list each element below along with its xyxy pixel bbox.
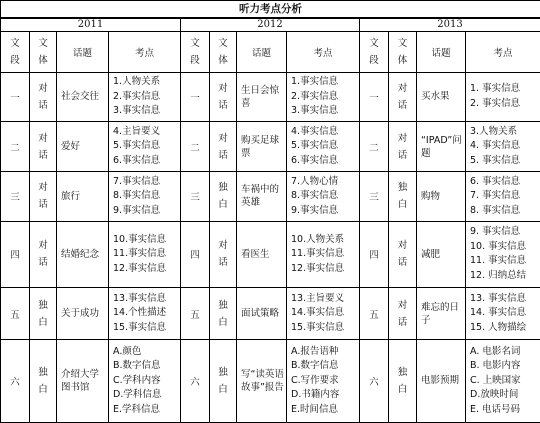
section-cell: 二 — [360, 122, 389, 172]
point-item: 15. 人物描绘 — [470, 321, 527, 333]
points-cell — [466, 172, 540, 222]
point-item: 3.事实信息 — [113, 105, 161, 117]
point-item: E.时间信息 — [291, 403, 339, 415]
points-cell — [466, 288, 540, 340]
table-row — [1, 288, 540, 340]
header-topic: 话题 — [237, 32, 287, 72]
genre-cell: 对 话 — [210, 122, 237, 172]
topic-cell: 车祸中的英雄 — [237, 172, 287, 222]
point-item: 6.事实信息 — [113, 154, 161, 166]
header-section: 文 段 — [181, 32, 210, 72]
point-item: 10.事实信息 — [113, 233, 167, 245]
header-points: 考点 — [109, 32, 181, 72]
header-points: 考点 — [466, 32, 540, 72]
section-cell: 六 — [181, 339, 210, 422]
header-topic: 话题 — [417, 32, 466, 72]
point-item: 9. 事实信息 — [470, 226, 521, 238]
point-item: 4.主旨要义 — [113, 125, 161, 137]
genre-cell: 对 话 — [30, 221, 57, 287]
genre-cell: 对 话 — [389, 288, 417, 340]
point-item: 9.事实信息 — [113, 204, 161, 216]
points-cell — [287, 339, 360, 422]
point-item: 2. 事实信息 — [470, 97, 521, 109]
point-item: D.书籍内容 — [291, 389, 340, 401]
point-item: 9.事实信息 — [291, 204, 339, 216]
point-item: 11.事实信息 — [113, 248, 167, 260]
points-cell — [287, 72, 360, 122]
topic-cell: 买水果 — [417, 72, 466, 122]
point-item: C.学科内容 — [113, 374, 161, 386]
section-cell: 一 — [360, 72, 389, 122]
point-item: 1. 事实信息 — [470, 83, 521, 95]
points-cell — [109, 172, 181, 222]
section-cell: 三 — [181, 172, 210, 222]
point-item: 5. 事实信息 — [470, 154, 521, 166]
table-row — [1, 72, 540, 122]
title-row — [1, 1, 540, 18]
point-item: 6. 事实信息 — [470, 175, 521, 187]
point-item: 14.个性描述 — [113, 307, 167, 319]
point-item: 12.事实信息 — [113, 262, 167, 274]
point-item: 3.人物关系 — [470, 125, 518, 137]
point-item: B.数字信息 — [291, 360, 339, 372]
header-points: 考点 — [287, 32, 360, 72]
points-cell — [466, 122, 540, 172]
point-item: 8.事实信息 — [113, 190, 161, 202]
year-2013: 2013 — [360, 18, 540, 32]
points-cell — [466, 221, 540, 287]
point-item: 2.事实信息 — [113, 90, 161, 102]
point-item: B. 电影内容 — [470, 360, 521, 372]
topic-cell: 电影预期 — [417, 339, 466, 422]
point-item: 13.事实信息 — [113, 292, 167, 304]
genre-cell: 对 话 — [30, 72, 57, 122]
section-cell: 五 — [1, 288, 30, 340]
points-cell — [109, 122, 181, 172]
genre-cell: 对 话 — [389, 221, 417, 287]
column-header-row — [1, 32, 540, 72]
section-cell: 六 — [360, 339, 389, 422]
point-item: 11.事实信息 — [291, 248, 345, 260]
topic-cell: 看医生 — [237, 221, 287, 287]
topic-cell: 减肥 — [417, 221, 466, 287]
point-item: 7.事实信息 — [113, 175, 161, 187]
points-cell — [466, 72, 540, 122]
points-cell — [287, 172, 360, 222]
point-item: 7.人物心情 — [291, 175, 339, 187]
section-cell: 五 — [181, 288, 210, 340]
header-genre: 文 体 — [30, 32, 57, 72]
point-item: 15.事实信息 — [291, 321, 345, 333]
point-item: 10.人物关系 — [291, 233, 345, 245]
topic-cell: 爱好 — [57, 122, 109, 172]
point-item: 8.事实信息 — [291, 190, 339, 202]
point-item: 7. 事实信息 — [470, 190, 521, 202]
section-cell: 四 — [1, 221, 30, 287]
point-item: 14. 事实信息 — [470, 307, 527, 319]
table-row — [1, 172, 540, 222]
points-cell — [109, 288, 181, 340]
point-item: 12. 归纳总结 — [470, 269, 527, 281]
topic-cell: 社会交往 — [57, 72, 109, 122]
point-item: A.报告语种 — [291, 345, 339, 357]
points-cell — [109, 72, 181, 122]
section-cell: 三 — [1, 172, 30, 222]
point-item: 4.事实信息 — [291, 125, 339, 137]
genre-cell: 对 话 — [389, 122, 417, 172]
topic-cell: 难忘的日子 — [417, 288, 466, 340]
point-item: C.写作要求 — [291, 374, 339, 386]
point-item: D.放映时间 — [470, 389, 519, 401]
points-cell — [287, 221, 360, 287]
point-item: C. 上映国家 — [470, 374, 521, 386]
section-cell: 四 — [181, 221, 210, 287]
table-row — [1, 339, 540, 422]
points-cell — [287, 122, 360, 172]
point-item: 10. 事实信息 — [470, 240, 527, 252]
points-cell — [466, 339, 540, 422]
year-2012: 2012 — [181, 18, 360, 32]
topic-cell: 关于成功 — [57, 288, 109, 340]
point-item: A. 电影名词 — [470, 345, 521, 357]
genre-cell: 独 白 — [389, 172, 417, 222]
point-item: E.学科信息 — [113, 403, 161, 415]
table-row — [1, 122, 540, 172]
genre-cell: 对 话 — [30, 172, 57, 222]
section-cell: 五 — [360, 288, 389, 340]
section-cell: 六 — [1, 339, 30, 422]
year-row — [1, 18, 540, 32]
point-item: 14.事实信息 — [291, 307, 345, 319]
header-section: 文 段 — [1, 32, 30, 72]
topic-cell: 购买足球票 — [237, 122, 287, 172]
point-item: D.学科信息 — [113, 389, 162, 401]
point-item: 8. 事实信息 — [470, 204, 521, 216]
topic-cell: “IPAD”问题 — [417, 122, 466, 172]
genre-cell: 独 白 — [210, 172, 237, 222]
point-item: 4. 事实信息 — [470, 140, 521, 152]
topic-cell: 介绍大学图书馆 — [57, 339, 109, 422]
genre-cell: 独 白 — [210, 339, 237, 422]
point-item: E. 电话号码 — [470, 403, 521, 415]
topic-cell: 面试策略 — [237, 288, 287, 340]
header-section: 文 段 — [360, 32, 389, 72]
point-item: 12.事实信息 — [291, 262, 345, 274]
point-item: 13. 事实信息 — [470, 292, 527, 304]
genre-cell: 独 白 — [210, 288, 237, 340]
genre-cell: 独 白 — [30, 288, 57, 340]
year-2011: 2011 — [1, 18, 181, 32]
point-item: 5.事实信息 — [291, 140, 339, 152]
topic-cell: 旅行 — [57, 172, 109, 222]
topic-cell: 结婚纪念 — [57, 221, 109, 287]
points-cell — [287, 288, 360, 340]
table-row — [1, 221, 540, 287]
genre-cell: 独 白 — [30, 339, 57, 422]
points-cell — [109, 339, 181, 422]
section-cell: 三 — [360, 172, 389, 222]
section-cell: 二 — [181, 122, 210, 172]
point-item: B.数字信息 — [113, 360, 161, 372]
section-cell: 一 — [1, 72, 30, 122]
section-cell: 一 — [181, 72, 210, 122]
genre-cell: 独 白 — [389, 339, 417, 422]
point-item: 6.事实信息 — [291, 154, 339, 166]
point-item: 1.事实信息 — [291, 76, 339, 88]
point-item: 11. 事实信息 — [470, 255, 527, 267]
genre-cell: 对 话 — [30, 122, 57, 172]
points-cell — [109, 221, 181, 287]
section-cell: 二 — [1, 122, 30, 172]
header-genre: 文 体 — [210, 32, 237, 72]
point-item: 15.事实信息 — [113, 321, 167, 333]
topic-cell: 购物 — [417, 172, 466, 222]
header-genre: 文 体 — [389, 32, 417, 72]
topic-cell: 生日会惊喜 — [237, 72, 287, 122]
point-item: 13.主旨要义 — [291, 292, 345, 304]
section-cell: 四 — [360, 221, 389, 287]
header-topic: 话题 — [57, 32, 109, 72]
point-item: 1.人物关系 — [113, 76, 161, 88]
genre-cell: 对 话 — [389, 72, 417, 122]
point-item: 3.事实信息 — [291, 105, 339, 117]
genre-cell: 对 话 — [210, 72, 237, 122]
topic-cell: 写“读英语故事”报告 — [237, 339, 287, 422]
point-item: A.颜色 — [113, 345, 142, 357]
table-title: 听力考点分析 — [1, 1, 540, 18]
genre-cell: 对 话 — [210, 221, 237, 287]
point-item: 2.事实信息 — [291, 90, 339, 102]
point-item: 5.事实信息 — [113, 140, 161, 152]
